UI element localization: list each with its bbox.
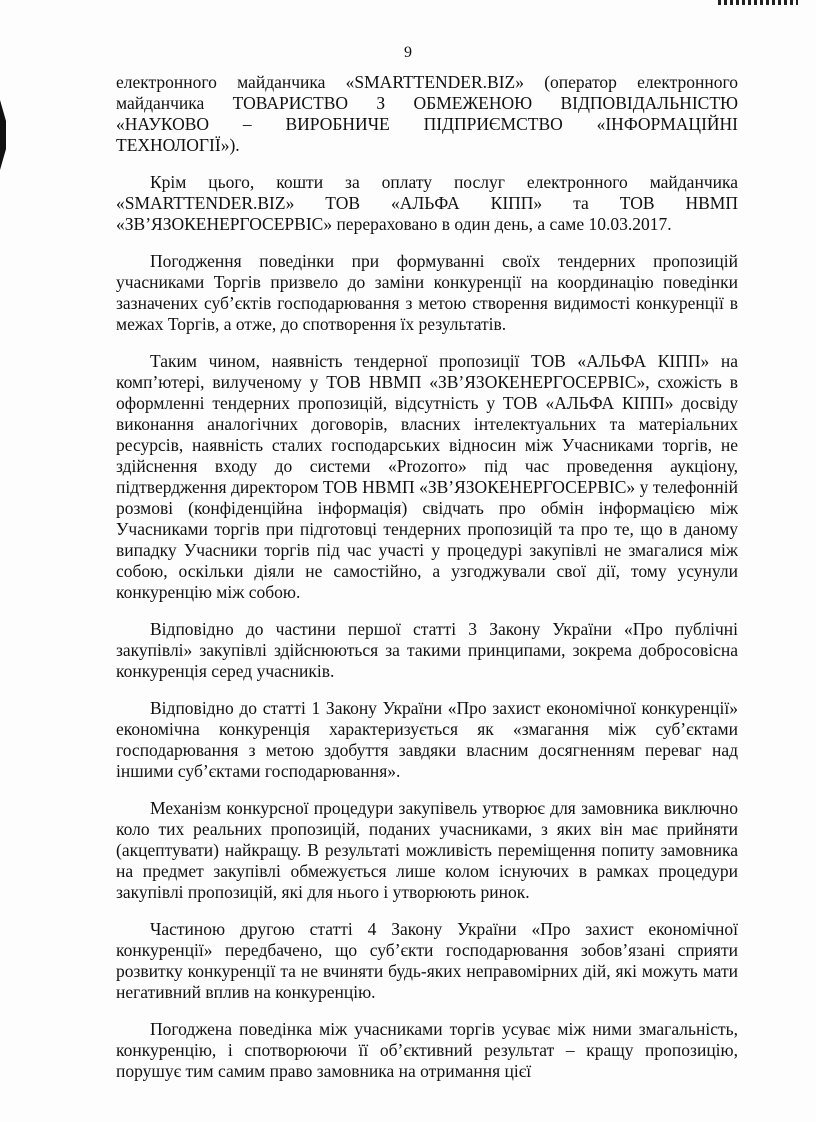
paragraph: Відповідно до статті 1 Закону України «Про захист економічної конкуренції» економічна конкуренція характеризується як «змагання між суб’єктами господарювання з метою здобуття завдяки власним досягненням переваг над іншими суб’єктами господарювання».	[116, 698, 738, 781]
paragraph: Погоджена поведінка між учасниками торгів усуває між ними змагальність, конкуренцію, і спотворюючи її об’єктивний результат – кращу пропозицію, порушує тим самим право замовника на отримання цієї	[116, 1019, 738, 1081]
paragraph: Крім цього, кошти за оплату послуг електронного майданчика «SMARTTENDER.BIZ» ТОВ «АЛЬФА КІПП» та ТОВ НВМП «ЗВ’ЯЗОКЕНЕРГОСЕРВІС» перераховано в один день, а саме 10.03.2017.	[116, 172, 738, 234]
paragraph: Відповідно до частини першої статті 3 Закону України «Про публічні закупівлі» закупівлі здійснюються за такими принципами, зокрема добросовісна конкуренція серед учасників.	[116, 619, 738, 681]
paragraph: Частиною другою статті 4 Закону України «Про захист економічної конкуренції» передбачено, що суб’єкти господарювання зобов’язані сприяти розвитку конкуренції та не вчиняти будь-яких неправомірних дій, які можуть мати негативний вплив на конкуренцію.	[116, 919, 738, 1002]
paragraph: Погодження поведінки при формуванні своїх тендерних пропозицій учасниками Торгів призвело до заміни конкуренції на координацію поведінки зазначених суб’єктів господарювання з метою створення видимості конкуренції в межах Торгів, а отже, до спотворення їх результатів.	[116, 251, 738, 334]
scan-artifact-left	[0, 100, 6, 170]
paragraph: Таким чином, наявність тендерної пропозиції ТОВ «АЛЬФА КІПП» на комп’ютері, вилученому у ТОВ НВМП «ЗВ’ЯЗОКЕНЕРГОСЕРВІС», схожість в оформленні тендерних пропозицій, відсутність у ТОВ «АЛЬФА КІПП» досвіду виконання аналогічних договорів, власних інтелектуальних та матеріальних ресурсів, наявність сталих господарських відносин між Учасниками торгів, не здійснення входу до системи «Prozorro» під час проведення аукціону, підтвердження директором ТОВ НВМП «ЗВ’ЯЗОКЕНЕРГОСЕРВІС» у телефонній розмові (конфіденційна інформація) свідчать про обмін інформацією між Учасниками торгів при підготовці тендерних пропозицій та про те, що в даному випадку Учасники торгів під час участі у процедурі закупівлі не змагалися між собою, оскільки діяли не самостійно, а узгоджували свої дії, тому усунули конкуренцію між собою.	[116, 351, 738, 602]
page-number: 9	[404, 44, 412, 61]
document-body	[116, 72, 738, 1098]
scan-artifact-top	[718, 0, 798, 5]
paragraph: Механізм конкурсної процедури закупівель утворює для замовника виключно коло тих реальних пропозицій, поданих учасниками, з яких він має прийняти (акцептувати) найкращу. В результаті можливість переміщення попиту замовника на предмет закупівлі обмежується лише колом існуючих в рамках процедури закупівлі пропозицій, які для нього і утворюють ринок.	[116, 798, 738, 902]
paragraph: електронного майданчика «SMARTTENDER.BIZ» (оператор електронного майданчика ТОВАРИСТВО З ОБМЕЖЕНОЮ ВІДПОВІДАЛЬНІСТЮ «НАУКОВО – ВИРОБНИЧЕ ПІДПРИЄМСТВО «ІНФОРМАЦІЙНІ ТЕХНОЛОГІЇ»).	[116, 72, 738, 155]
